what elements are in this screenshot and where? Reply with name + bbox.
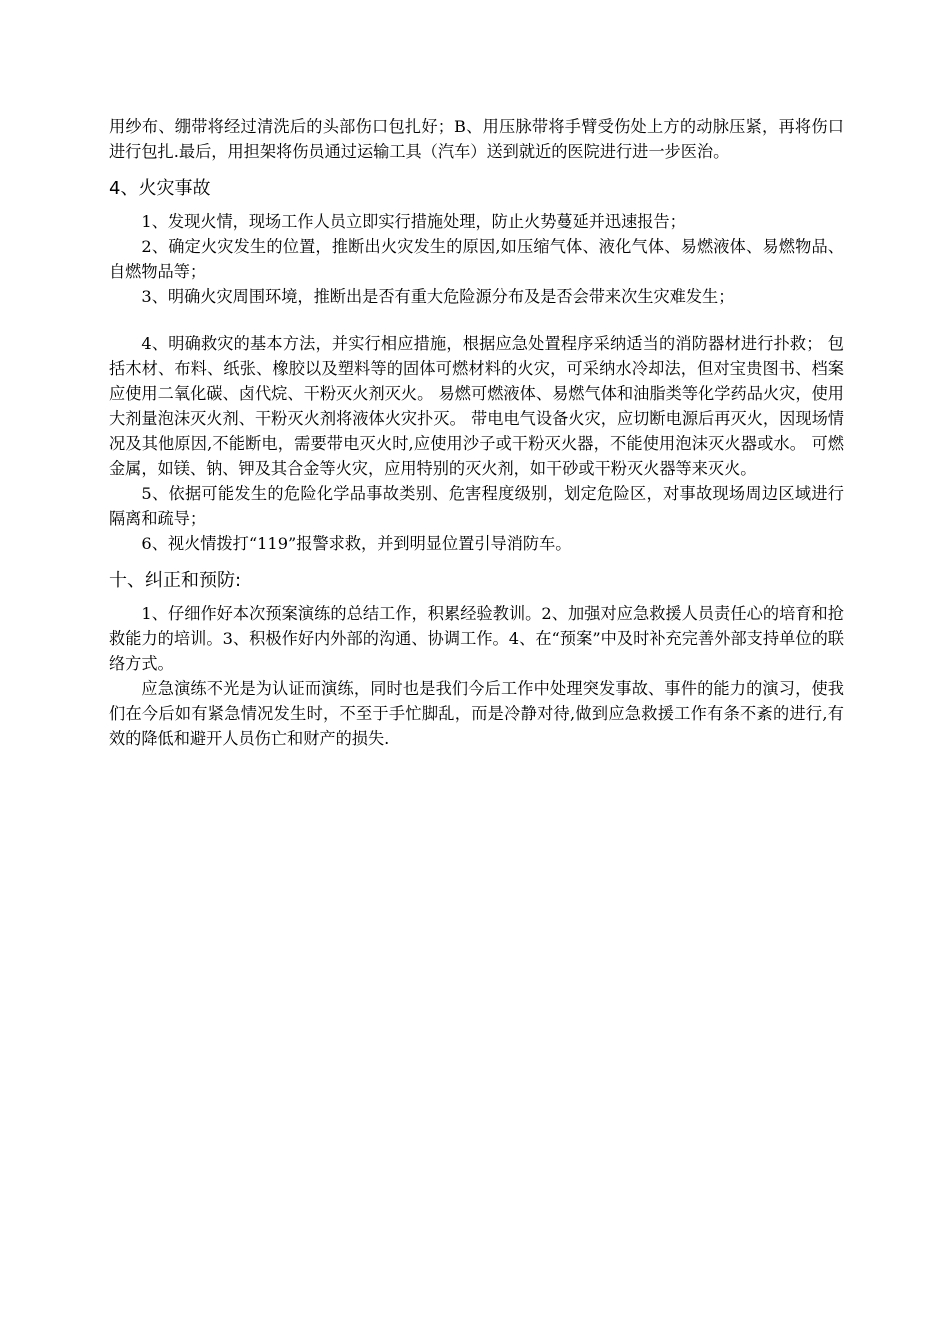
fire-item-4: 4、明确救灾的基本方法，并实行相应措施，根据应急处置程序采纳适当的消防器材进行扑救； 包括木材、布料、纸张、橡胶以及塑料等的固体可燃材料的火灾，可采纳水冷却法，但对宝贵图书、档案应使用二氧化碳、卤代烷、干粉灭火剂灭火。 易燃可燃液体、易燃气体和油脂类等化学药品火灾，使用大剂量泡沫灭火剂、干粉灭火剂将液体火灾扑灭。 带电电气设备火灾，应切断电源后再灭火，因现场情况及其他原因,不能断电，需要带电灭火时,应使用沙子或干粉灭火器，不能使用泡沫灭火器或水。 可燃金属，如镁、钠、钾及其合金等火灾，应用特别的灭火剂，如干砂或干粉灭火器等来灭火。 [109,334,844,478]
fire-item-3: 3、明确火灾周围环境，推断出是否有重大危险源分布及是否会带来次生灾难发生； [141,287,735,306]
document-body [109,114,844,751]
fire-item-1: 1、发现火情，现场工作人员立即实行措施处理，防止火势蔓延并迅速报告； [141,212,686,231]
correction-paragraph-1: 1、仔细作好本次预案演练的总结工作，积累经验教训。2、加强对应急救援人员责任心的培育和抢救能力的培训。3、积极作好内外部的沟通、协调工作。4、在“预案”中及时补充完善外部支持单位的联络方式。 [109,604,844,673]
correction-paragraph-2: 应急演练不光是为认证而演练，同时也是我们今后工作中处理突发事故、事件的能力的演习，使我们在今后如有紧急情况发生时，不至于手忙脚乱，而是冷静对待,做到应急救援工作有条不紊的进行,有效的降低和避开人员伤亡和财产的损失. [109,679,844,748]
section-heading-correction: 十、纠正和预防: [109,570,242,591]
fire-item-6: 6、视火情拨打“119”报警求救，并到明显位置引导消防车。 [141,534,572,553]
fire-item-2: 2、确定火灾发生的位置，推断出火灾发生的原因,如压缩气体、液化气体、易燃液体、易燃物品、自燃物品等； [109,237,844,281]
intro-paragraph: 用纱布、绷带将经过清洗后的头部伤口包扎好；B、用压脉带将手臂受伤处上方的动脉压紧，再将伤口进行包扎.最后，用担架将伤员通过运输工具（汽车）送到就近的医院进行进一步医治。 [109,117,844,161]
fire-item-5: 5、依据可能发生的危险化学品事故类别、危害程度级别，划定危险区，对事故现场周边区域进行隔离和疏导； [109,484,844,528]
section-heading-fire: 4、火灾事故 [109,178,211,199]
